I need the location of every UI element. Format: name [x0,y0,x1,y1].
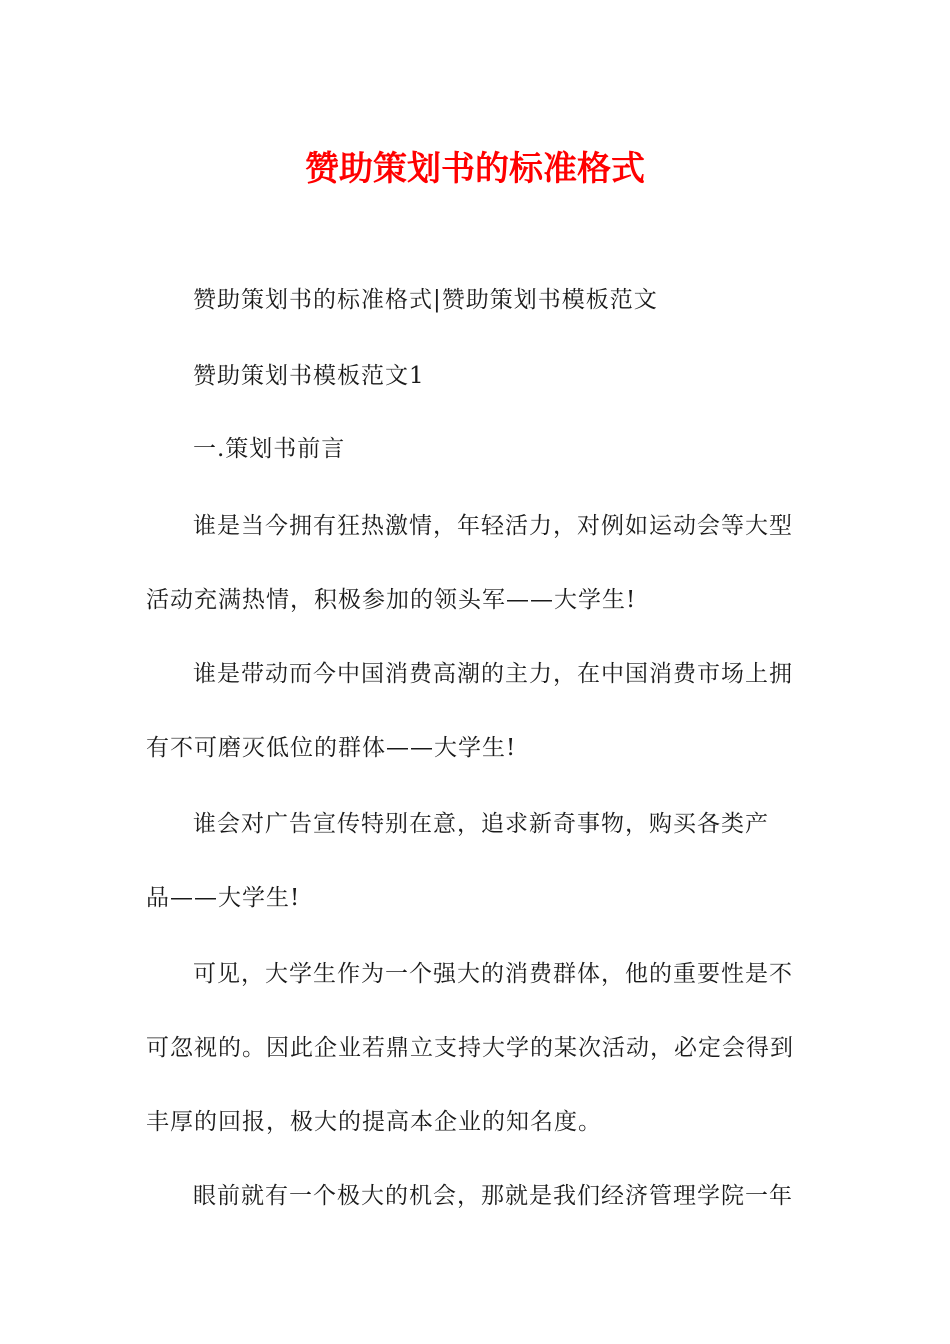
paragraph-line: 谁是当今拥有狂热激情，年轻活力，对例如运动会等大型 [193,513,793,539]
paragraph-line: 丰厚的回报，极大的提高本企业的知名度。 [146,1109,602,1135]
document-title: 赞助策划书的标准格式 [305,149,645,189]
section-heading-preface: 一.策划书前言 [193,436,346,462]
paragraph-line: 活动充满热情，积极参加的领头军——大学生! [146,587,637,613]
paragraph-line: 谁会对广告宣传特别在意，追求新奇事物，购买各类产 [193,811,769,837]
subtitle-line: 赞助策划书的标准格式|赞助策划书模板范文 [193,287,658,313]
paragraph-line: 眼前就有一个极大的机会，那就是我们经济管理学院一年 [193,1183,793,1209]
paragraph-line: 有不可磨灭低位的群体——大学生! [146,735,517,761]
section-heading-template: 赞助策划书模板范文1 [193,363,425,389]
paragraph-line: 可忽视的。因此企业若鼎立支持大学的某次活动，必定会得到 [146,1035,794,1061]
paragraph-line: 谁是带动而今中国消费高潮的主力，在中国消费市场上拥 [193,661,793,687]
paragraph-line: 品——大学生! [146,885,301,911]
paragraph-line: 可见，大学生作为一个强大的消费群体，他的重要性是不 [193,961,793,987]
